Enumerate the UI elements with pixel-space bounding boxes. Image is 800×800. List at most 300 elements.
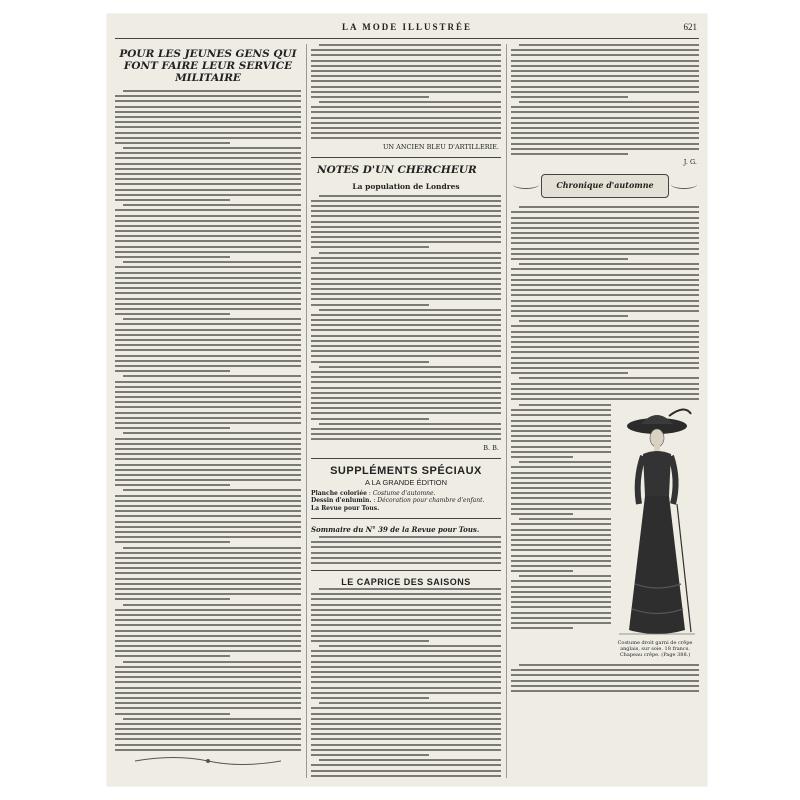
text-line [311, 231, 501, 233]
text-line [115, 723, 301, 725]
text-line [511, 435, 611, 437]
text-line [115, 121, 301, 123]
text-line [115, 609, 301, 611]
chronique-banner [511, 172, 699, 200]
text-line [511, 446, 611, 448]
article-body-continued [311, 44, 501, 139]
text-line [511, 492, 611, 494]
text-line [511, 622, 611, 624]
text-line [511, 456, 573, 458]
text-line [511, 211, 699, 213]
text-line [519, 575, 611, 577]
text-line [115, 329, 301, 331]
text-line [115, 588, 301, 590]
text-line [519, 44, 699, 46]
divider [311, 518, 501, 519]
text-line [311, 681, 501, 683]
text-line [311, 624, 501, 626]
text-line [115, 624, 301, 626]
text-line [115, 251, 301, 253]
text-line [311, 75, 501, 77]
text-line [311, 733, 501, 735]
text-line [319, 423, 501, 425]
text-line [311, 381, 501, 383]
text-line [115, 287, 301, 289]
text-line [115, 111, 301, 113]
article-signature: J. G. [683, 158, 697, 167]
ornament-leaf [671, 180, 697, 189]
text-line [115, 500, 301, 502]
text-line [311, 397, 501, 399]
dessin-text: Décoration pour chambre d'enfant. [377, 497, 485, 505]
text-line [511, 685, 699, 687]
text-line [511, 127, 699, 129]
text-line [311, 687, 501, 689]
text-line [311, 345, 501, 347]
text-line [311, 91, 501, 93]
text-line [319, 195, 501, 197]
publication-title: LA MODE ILLUSTRÉE [341, 22, 473, 32]
text-line [311, 392, 501, 394]
text-line [511, 289, 699, 291]
text-line [311, 418, 429, 420]
text-line [319, 702, 501, 704]
text-line [123, 489, 301, 491]
text-line [311, 241, 501, 243]
text-line [511, 227, 699, 229]
text-line [511, 497, 611, 499]
text-line [115, 697, 301, 699]
text-line [511, 49, 699, 51]
text-line [511, 451, 611, 453]
text-line [311, 54, 501, 56]
text-line [511, 122, 699, 124]
text-line [115, 619, 301, 621]
text-line [519, 320, 699, 322]
revue-label: La Revue pour Tous. [311, 504, 380, 512]
text-line [115, 671, 301, 673]
text-line [115, 541, 230, 543]
text-line [311, 609, 501, 611]
text-line [311, 205, 501, 207]
text-line [511, 294, 699, 296]
page-number: 621 [683, 22, 697, 32]
text-line [511, 351, 699, 353]
text-line [311, 267, 501, 269]
text-line [511, 674, 699, 676]
text-line [511, 466, 611, 468]
text-line [311, 697, 429, 699]
text-line [115, 277, 301, 279]
text-line [115, 645, 301, 647]
text-line [511, 690, 699, 692]
text-line [115, 427, 230, 429]
text-line [115, 132, 301, 134]
sommaire-body [311, 536, 501, 564]
text-line [115, 521, 301, 523]
text-line [115, 220, 301, 222]
text-line [115, 313, 230, 315]
text-line [519, 518, 611, 520]
text-line [511, 132, 699, 134]
text-line [511, 137, 699, 139]
text-line [311, 340, 501, 342]
text-line [519, 101, 699, 103]
article-body [115, 90, 301, 751]
text-line [511, 367, 699, 369]
text-line [311, 676, 501, 678]
text-line [311, 655, 501, 657]
text-line [115, 630, 301, 632]
divider [311, 458, 501, 459]
text-line [511, 420, 611, 422]
chronique-body-end [511, 664, 699, 692]
text-line [311, 257, 501, 259]
text-line [511, 279, 699, 281]
text-line [311, 236, 501, 238]
text-line [115, 453, 301, 455]
text-line [115, 707, 301, 709]
article-signature: UN ANCIEN BLEU D'ARTILLERIE. [382, 142, 499, 151]
text-line [115, 386, 301, 388]
text-line [123, 718, 301, 720]
text-line [311, 350, 501, 352]
text-line [311, 210, 501, 212]
text-line [311, 650, 501, 652]
text-line [115, 676, 301, 678]
text-line [511, 503, 611, 505]
text-line [115, 396, 301, 398]
text-line [115, 370, 230, 372]
text-line [311, 666, 501, 668]
text-line [115, 578, 301, 580]
notes-signature: B. B. [483, 443, 499, 452]
text-line [511, 268, 699, 270]
text-line [115, 199, 230, 201]
text-line [311, 749, 501, 751]
text-line [123, 547, 301, 549]
text-line [123, 375, 301, 377]
text-line [511, 398, 699, 400]
text-line [519, 377, 699, 379]
text-line [511, 222, 699, 224]
text-line [511, 117, 699, 119]
text-line [115, 655, 230, 657]
text-line [511, 242, 699, 244]
text-line [115, 272, 301, 274]
text-line [311, 619, 501, 621]
text-line [115, 702, 301, 704]
text-line [511, 680, 699, 682]
text-line [311, 692, 501, 694]
text-line [115, 323, 301, 325]
text-line [511, 60, 699, 62]
column-3 [511, 44, 699, 780]
text-line [311, 60, 501, 62]
text-line [511, 580, 611, 582]
text-line [311, 671, 501, 673]
text-line [311, 552, 501, 554]
text-line [511, 539, 611, 541]
text-line [115, 100, 301, 102]
text-line [511, 425, 611, 427]
text-line [123, 90, 301, 92]
text-line [311, 640, 429, 642]
text-line [511, 75, 699, 77]
text-line [115, 303, 301, 305]
text-line [511, 70, 699, 72]
text-line [311, 428, 501, 430]
text-line [311, 117, 501, 119]
text-line [115, 391, 301, 393]
text-line [311, 412, 501, 414]
text-line [511, 65, 699, 67]
text-line [115, 157, 301, 159]
text-line [319, 44, 501, 46]
text-line [115, 458, 301, 460]
text-line [123, 147, 301, 149]
text-line [115, 583, 301, 585]
text-line [311, 298, 501, 300]
text-line [123, 432, 301, 434]
text-line [311, 438, 501, 440]
text-line [115, 733, 301, 735]
text-line [311, 562, 501, 564]
text-line [311, 221, 501, 223]
text-line [115, 292, 301, 294]
text-line [511, 80, 699, 82]
text-line [319, 101, 501, 103]
text-line [511, 86, 699, 88]
text-line [115, 339, 301, 341]
supplements-title: SUPPLÉMENTS SPÉCIAUX [330, 464, 482, 477]
text-line [511, 523, 611, 525]
text-line [115, 484, 230, 486]
text-line [311, 246, 429, 248]
text-line [319, 645, 501, 647]
text-line [115, 640, 301, 642]
text-line [115, 344, 301, 346]
text-line [511, 586, 611, 588]
text-line [311, 278, 501, 280]
text-line [115, 116, 301, 118]
text-line [311, 775, 501, 777]
text-line [115, 168, 301, 170]
text-line [115, 189, 301, 191]
column-separator [306, 44, 307, 778]
text-line [115, 531, 301, 533]
text-line [115, 95, 301, 97]
text-line [511, 300, 699, 302]
ornament-leaf [513, 180, 539, 189]
text-line [115, 713, 230, 715]
text-line [115, 526, 301, 528]
text-line [115, 572, 301, 574]
text-line [511, 565, 611, 567]
text-line [115, 479, 301, 481]
caprice-title: LE CAPRICE DES SAISONS [341, 577, 471, 587]
text-line [311, 65, 501, 67]
text-line [511, 508, 611, 510]
text-line [115, 438, 301, 440]
chronique-plaque [541, 174, 669, 198]
text-line [511, 570, 573, 572]
text-line [511, 91, 699, 93]
text-line [519, 263, 699, 265]
text-line [511, 549, 611, 551]
text-line [311, 764, 501, 766]
article-heading: POUR LES JEUNES GENS QUI FONT FAIRE LEUR SERVICE MILITAIRE [119, 48, 297, 84]
text-line [123, 261, 301, 263]
text-line [511, 305, 699, 307]
text-line [123, 204, 301, 206]
text-line [311, 770, 501, 772]
text-line [115, 178, 301, 180]
text-line [511, 362, 699, 364]
caprice-body [311, 588, 501, 780]
text-line [115, 495, 301, 497]
text-line [511, 560, 611, 562]
text-line [115, 557, 301, 559]
text-line [115, 650, 301, 652]
text-line [311, 718, 501, 720]
text-line [511, 477, 611, 479]
text-line [311, 80, 501, 82]
text-line [511, 414, 611, 416]
text-line [511, 143, 699, 145]
text-line [311, 226, 501, 228]
text-line [511, 430, 611, 432]
text-line [115, 298, 301, 300]
text-line [115, 209, 301, 211]
text-line [511, 596, 611, 598]
text-line [311, 593, 501, 595]
text-line [115, 505, 301, 507]
text-line [311, 215, 501, 217]
text-line [311, 661, 501, 663]
text-line [115, 598, 230, 600]
chronique-body-wrap [511, 404, 611, 632]
text-line [115, 567, 301, 569]
text-line [115, 738, 301, 740]
column-2 [311, 44, 501, 780]
divider [311, 570, 501, 571]
text-line [311, 70, 501, 72]
text-line [511, 331, 699, 333]
text-line [511, 96, 628, 98]
text-line [115, 552, 301, 554]
text-line [115, 183, 301, 185]
text-line [115, 749, 301, 751]
text-line [511, 513, 573, 515]
notes-body [311, 195, 501, 441]
text-line [511, 237, 699, 239]
text-line [311, 376, 501, 378]
text-line [511, 253, 699, 255]
text-line [115, 106, 301, 108]
running-header [107, 22, 707, 36]
text-line [511, 472, 611, 474]
text-line [511, 409, 611, 411]
text-line [311, 283, 501, 285]
text-line [115, 401, 301, 403]
column-separator [506, 44, 507, 778]
chronique-title: Chronique d'automne [556, 180, 654, 191]
text-line [115, 194, 301, 196]
text-line [311, 744, 501, 746]
text-line [115, 349, 301, 351]
text-line [115, 355, 301, 357]
text-line [311, 288, 501, 290]
text-line [311, 754, 429, 756]
text-line [115, 417, 301, 419]
text-line [115, 474, 301, 476]
text-line [311, 546, 501, 548]
text-line [319, 252, 501, 254]
text-line [311, 402, 501, 404]
text-line [311, 96, 429, 98]
text-line [311, 361, 429, 363]
text-line [311, 293, 501, 295]
text-line [311, 49, 501, 51]
text-line [511, 217, 699, 219]
divider [311, 157, 501, 158]
text-line [311, 713, 501, 715]
text-line [311, 335, 501, 337]
text-line [115, 448, 301, 450]
text-line [511, 440, 611, 442]
text-line [115, 422, 301, 424]
text-line [311, 723, 501, 725]
text-line [511, 336, 699, 338]
text-line [511, 341, 699, 343]
text-line [319, 309, 501, 311]
text-line [115, 230, 301, 232]
text-line [511, 487, 611, 489]
sommaire-heading: Sommaire du N° 39 de la Revue pour Tous. [311, 525, 480, 535]
text-line [115, 308, 301, 310]
text-line [115, 412, 301, 414]
text-line [311, 604, 501, 606]
text-line [311, 630, 501, 632]
text-line [115, 614, 301, 616]
text-line [115, 365, 301, 367]
text-line [311, 132, 501, 134]
text-line [311, 122, 501, 124]
text-line [311, 127, 501, 129]
text-line [311, 111, 501, 113]
text-line [311, 371, 501, 373]
chronique-body [511, 206, 699, 400]
text-line [511, 606, 611, 608]
text-line [115, 256, 230, 258]
text-line [115, 360, 301, 362]
text-line [115, 152, 301, 154]
text-line [319, 536, 501, 538]
text-line [115, 464, 301, 466]
text-line [511, 544, 611, 546]
text-line [511, 627, 573, 629]
text-line [115, 282, 301, 284]
text-line [511, 274, 699, 276]
text-line [115, 240, 301, 242]
text-line [511, 111, 699, 113]
text-line [311, 200, 501, 202]
text-line [511, 232, 699, 234]
column-1 [115, 44, 301, 780]
text-line [311, 106, 501, 108]
text-line [115, 334, 301, 336]
